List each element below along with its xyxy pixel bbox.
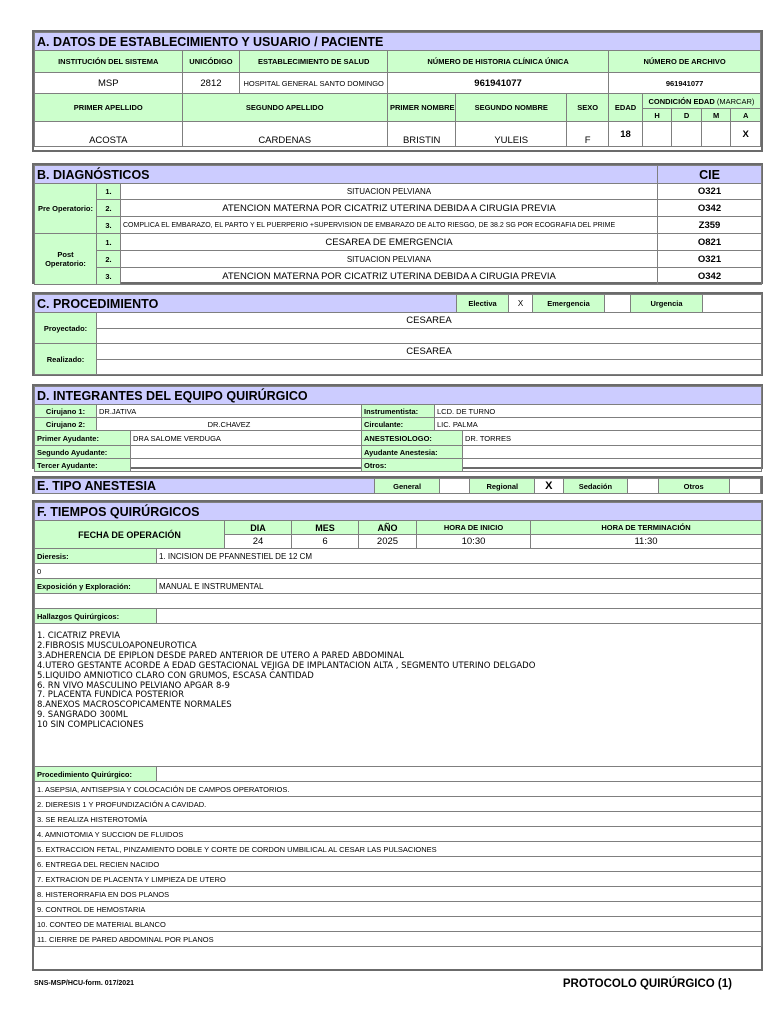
instrumentista-label: Instrumentista: <box>362 405 435 418</box>
procedimiento-row <box>35 887 762 902</box>
post-num-3: 3. <box>97 268 121 285</box>
segundo-ayudante-value <box>131 446 362 459</box>
procedimiento-step: 11. CIERRE DE PARED ABDOMINAL POR PLANOS <box>35 932 762 947</box>
section-a-title: A. DATOS DE ESTABLECIMIENTO Y USUARIO / PACIENTE <box>35 33 761 51</box>
section-d <box>32 384 763 469</box>
tercer-ayudante-value <box>131 459 362 472</box>
exposicion-value: MANUAL E INSTRUMENTAL <box>157 579 762 594</box>
circulante-label: Circulante: <box>362 418 435 431</box>
hallazgo-item: 7. PLACENTA FUNDICA POSTERIOR <box>37 690 185 701</box>
pre-num-3: 3. <box>97 217 121 234</box>
header-condicion-edad <box>642 94 760 109</box>
section-b-title: B. DIAGNÓSTICOS <box>35 166 658 184</box>
procedimiento-step: 2. DIERESIS 1 Y PROFUNDIZACIÓN A CAVIDAD. <box>35 797 762 812</box>
cond-col-m: M <box>701 109 731 122</box>
post-cie-2: O321 <box>658 251 762 268</box>
cond-h-cell[interactable] <box>642 122 672 147</box>
segundo-ayudante-label: Segundo Ayudante: <box>35 446 131 459</box>
post-diag-1: CESAREA DE EMERGENCIA <box>121 234 658 251</box>
regional-label: Regional <box>470 479 535 494</box>
pre-operatorio-label: Pre Operatorio: <box>35 184 97 234</box>
primer-apellido-value: ACOSTA <box>35 122 183 147</box>
section-a <box>32 30 763 152</box>
header-establecimiento: ESTABLECIMIENTO DE SALUD <box>240 51 388 73</box>
procedimiento-row <box>35 872 762 887</box>
edad-value: 18 <box>609 122 643 147</box>
proyectado-blank <box>97 329 762 344</box>
circulante-value: LIC. PALMA <box>435 418 762 431</box>
dieresis-label: Dieresis: <box>35 549 157 564</box>
exposicion-label: Exposición y Exploración: <box>35 579 157 594</box>
condicion-edad-note: (MARCAR) <box>716 96 755 106</box>
header-sexo: SEXO <box>567 94 609 122</box>
header-primer-nombre: PRIMER NOMBRE <box>387 94 455 122</box>
anestesiologo-value: DR. TORRES <box>463 431 762 446</box>
section-f <box>32 500 763 971</box>
section-d-title: D. INTEGRANTES DEL EQUIPO QUIRÚRGICO <box>35 387 762 405</box>
hallazgo-item: 9. SANGRADO 300ML <box>37 710 128 721</box>
procedimiento-step: 9. CONTROL DE HEMOSTARIA <box>35 902 762 917</box>
hallazgos-label-blank <box>157 609 762 624</box>
mes-label: MES <box>292 521 359 535</box>
pre-cie-1: O321 <box>658 184 762 200</box>
header-segundo-apellido: SEGUNDO APELLIDO <box>182 94 387 122</box>
cirujano2-label: Cirujano 2: <box>35 418 97 431</box>
tercer-ayudante-label: Tercer Ayudante: <box>35 459 131 472</box>
dieresis-value: 1. INCISION DE PFANNESTIEL DE 12 CM <box>157 549 762 564</box>
sexo-value: F <box>567 122 609 147</box>
form-code: SNS-MSP/HCU-form. 017/2021 <box>34 980 134 987</box>
header-primer-apellido: PRIMER APELLIDO <box>35 94 183 122</box>
post-diag-2: SITUACION PELVIANA <box>121 251 658 268</box>
emergencia-box[interactable] <box>605 295 631 313</box>
cond-m-cell[interactable] <box>701 122 731 147</box>
section-f-title: F. TIEMPOS QUIRÚRGICOS <box>35 503 762 521</box>
post-num-1: 1. <box>97 234 121 251</box>
section-c-title: C. PROCEDIMIENTO <box>35 295 457 313</box>
pre-diag-3: COMPLICA EL EMBARAZO, EL PARTO Y EL PUERPERIO +SUPERVISION DE EMBARAZO DE ALTO RIESGO, DE 38.2 SG POR ECOGRAFIA DEL PRIME <box>121 217 658 234</box>
procedimiento-row <box>35 902 762 917</box>
section-b <box>32 163 763 284</box>
procedimiento-step: 7. EXTRACION DE PLACENTA Y LIMPIEZA DE UTERO <box>35 872 762 887</box>
hallazgos-box <box>35 624 762 767</box>
proyectado-label: Proyectado: <box>35 313 97 344</box>
procedimiento-row <box>35 782 762 797</box>
hallazgo-item: 6. RN VIVO MASCULINO PELVIANO APGAR 8-9 <box>37 680 230 691</box>
dieresis-extra: 0 <box>35 564 762 579</box>
hallazgo-item: 5.LIQUIDO AMNIOTICO CLARO CON GRUMOS, ESCASA CANTIDAD <box>37 670 314 681</box>
procedimiento-label: Procedimiento Quirúrgico: <box>35 767 157 782</box>
cond-col-d: D <box>672 109 702 122</box>
ayudante-anestesia-value <box>463 446 762 459</box>
hallazgo-item: 1. CICATRIZ PREVIA <box>37 631 121 641</box>
primer-ayudante-label: Primer Ayudante: <box>35 431 131 446</box>
anio-value: 2025 <box>359 535 417 549</box>
section-c <box>32 292 763 376</box>
realizado-blank <box>97 360 762 375</box>
pre-num-2: 2. <box>97 200 121 217</box>
post-cie-3: O342 <box>658 268 762 285</box>
post-cie-1: O821 <box>658 234 762 251</box>
otros-value <box>463 459 762 472</box>
section-e <box>32 476 763 494</box>
procedimiento-step: 10. CONTEO DE MATERIAL BLANCO <box>35 917 762 932</box>
pre-cie-2: O342 <box>658 200 762 217</box>
exposicion-blank <box>35 594 762 609</box>
hallazgo-item: 8.ANEXOS MACROSCOPICAMENTE NORMALES <box>37 700 232 711</box>
electiva-label: Electiva <box>457 295 509 313</box>
otros-anestesia-box[interactable] <box>729 479 760 494</box>
mes-value: 6 <box>292 535 359 549</box>
otros-label: Otros: <box>362 459 463 472</box>
condicion-edad-label: CONDICIÓN EDAD <box>648 96 715 106</box>
hallazgo-item: 10 SIN COMPLICACIONES <box>37 720 144 731</box>
sedacion-box[interactable] <box>628 479 658 494</box>
procedimiento-step: 3. SE REALIZA HISTEROTOMÍA <box>35 812 762 827</box>
procedimiento-row <box>35 842 762 857</box>
procedimiento-row <box>35 932 762 947</box>
form-title: PROTOCOLO QUIRÚRGICO (1) <box>562 978 732 990</box>
hallazgos-label: Hallazgos Quirúrgicos: <box>35 609 157 624</box>
procedimiento-step: 4. AMNIOTOMIA Y SUCCION DE FLUIDOS <box>35 827 762 842</box>
procedimiento-row <box>35 857 762 872</box>
hora-terminacion-label: HORA DE TERMINACIÓN <box>531 521 762 535</box>
procedimiento-step: 1. ASEPSIA, ANTISEPSIA Y COLOCACIÓN DE CAMPOS OPERATORIOS. <box>35 782 762 797</box>
header-institucion: INSTITUCIÓN DEL SISTEMA <box>35 51 183 73</box>
ayudante-anestesia-label: Ayudante Anestesia: <box>362 446 463 459</box>
procedimiento-row <box>35 917 762 932</box>
hora-inicio-value: 10:30 <box>417 535 531 549</box>
pre-diag-1: SITUACION PELVIANA <box>121 184 658 200</box>
primer-ayudante-value: DRA SALOME VERDUGA <box>131 431 362 446</box>
pre-diag-2: ATENCION MATERNA POR CICATRIZ UTERINA DEBIDA A CIRUGIA PREVIA <box>121 200 658 217</box>
urgencia-label: Urgencia <box>631 295 703 313</box>
procedimiento-row <box>35 797 762 812</box>
dia-label: DIA <box>225 521 292 535</box>
cie-label: CIE <box>658 166 762 184</box>
emergencia-label: Emergencia <box>533 295 605 313</box>
procedimiento-step: 5. EXTRACCION FETAL, PINZAMIENTO DOBLE Y CORTE DE CORDON UMBILICAL AL CESAR LAS PULSACIONES <box>35 842 762 857</box>
proyectado-value: CESAREA <box>97 313 762 329</box>
cirujano2-value: DR.CHAVEZ <box>97 418 362 431</box>
hallazgos-list <box>37 632 759 731</box>
segundo-apellido-value: CARDENAS <box>182 122 387 147</box>
procedimiento-row <box>35 812 762 827</box>
general-box[interactable] <box>440 479 470 494</box>
header-edad: EDAD <box>609 94 643 122</box>
post-num-2: 2. <box>97 251 121 268</box>
cond-a-mark[interactable]: X <box>731 122 761 147</box>
cond-col-h: H <box>642 109 672 122</box>
section-e-title: E. TIPO ANESTESIA <box>35 479 375 494</box>
hora-inicio-label: HORA DE INICIO <box>417 521 531 535</box>
header-unicodigo: UNICÓDIGO <box>182 51 240 73</box>
sedacion-label: Sedación <box>563 479 628 494</box>
cond-d-cell[interactable] <box>672 122 702 147</box>
anio-label: AÑO <box>359 521 417 535</box>
header-historia-clinica: NÚMERO DE HISTORIA CLÍNICA ÚNICA <box>387 51 608 73</box>
hallazgo-item: 2.FIBROSIS MUSCULOAPONEUROTICA <box>37 640 197 651</box>
institucion-value: MSP <box>35 73 183 94</box>
segundo-nombre-value: YULEIS <box>456 122 567 147</box>
header-numero-archivo: NÚMERO DE ARCHIVO <box>609 51 761 73</box>
procedimiento-step: 8. HISTERORRAFIA EN DOS PLANOS <box>35 887 762 902</box>
post-operatorio-label: Post Operatorio: <box>35 234 97 285</box>
header-segundo-nombre: SEGUNDO NOMBRE <box>456 94 567 122</box>
regional-mark[interactable]: X <box>535 479 563 494</box>
hallazgo-item: 4.UTERO GESTANTE ACORDE A EDAD GESTACIONAL VEJIGA DE IMPLANTACION ALTA , SEGMENTO UTERINO DELGADO <box>37 660 536 671</box>
hora-terminacion-value: 11:30 <box>531 535 762 549</box>
dia-value: 24 <box>225 535 292 549</box>
procedimiento-label-blank <box>157 767 762 782</box>
unicodigo-value: 2812 <box>182 73 240 94</box>
procedimiento-row <box>35 827 762 842</box>
numero-archivo-value: 961941077 <box>609 73 761 94</box>
cond-col-a: A <box>731 109 761 122</box>
pre-cie-3: Z359 <box>658 217 762 234</box>
urgencia-box[interactable] <box>703 295 762 313</box>
pre-num-1: 1. <box>97 184 121 200</box>
establecimiento-value: HOSPITAL GENERAL SANTO DOMINGO <box>240 73 388 94</box>
otros-anestesia-label: Otros <box>658 479 729 494</box>
realizado-label: Realizado: <box>35 344 97 375</box>
primer-nombre-value: BRISTIN <box>387 122 455 147</box>
historia-clinica-value: 961941077 <box>387 73 608 94</box>
fecha-operacion-label: FECHA DE OPERACIÓN <box>35 521 225 549</box>
realizado-value: CESAREA <box>97 344 762 360</box>
cirujano1-value: DR.JATIVA <box>97 405 362 418</box>
hallazgo-item: 3.ADHERENCIA DE EPIPLON DESDE PARED ANTERIOR DE UTERO A PARED ABDOMINAL <box>37 650 404 661</box>
cirujano1-label: Cirujano 1: <box>35 405 97 418</box>
post-diag-3: ATENCION MATERNA POR CICATRIZ UTERINA DEBIDA A CIRUGIA PREVIA <box>121 268 658 285</box>
instrumentista-value: LCD. DE TURNO <box>435 405 762 418</box>
electiva-mark[interactable]: X <box>509 295 533 313</box>
general-label: General <box>375 479 440 494</box>
procedimiento-step: 6. ENTREGA DEL RECIEN NACIDO <box>35 857 762 872</box>
anestesiologo-label: ANESTESIOLOGO: <box>362 431 463 446</box>
